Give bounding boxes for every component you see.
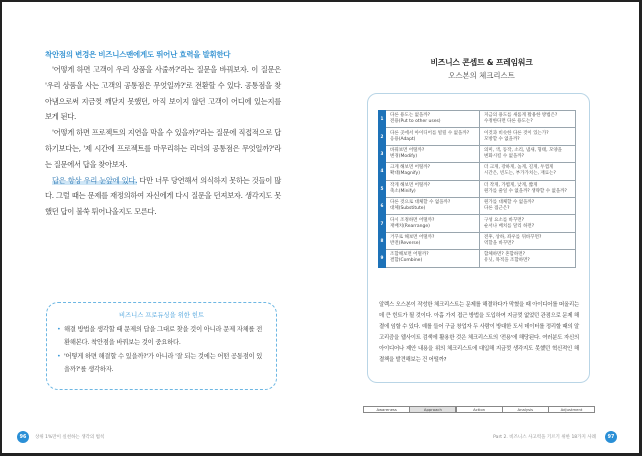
- table-row: [379, 250, 576, 267]
- step-adjustment: Adjustment: [548, 406, 595, 413]
- framework-subtitle: 오스본의 체크리스트: [448, 71, 515, 80]
- answer-cell: 지금의 용도를 새롭게 활용한 방법은? 수정한다면 다른 용도는?: [480, 111, 576, 128]
- highlighted-text: 답은 항상 우리 눈앞에 있다.: [52, 175, 138, 185]
- section-heading: 착안점의 변경은 비즈니스맨에게도 뛰어난 효력을 발휘한다: [45, 50, 231, 59]
- paragraph-rest: 다만 너무 당연해서 의식하지 못하는 것들이 많다. 그럴 때는 문제를 재정의하여 자신에게 다시 질문을 던져보자. 생각지도 못했던 답이 불쑥 튀어나올지도 모른다.: [45, 175, 281, 217]
- step-analysis: Analysis: [502, 406, 549, 413]
- table-row: [379, 145, 576, 162]
- running-title: 상위 1%만이 실천하는 생각의 법칙: [35, 435, 105, 440]
- right-footer: [493, 431, 617, 443]
- table-row: [379, 163, 576, 180]
- question-cell: 다른 곳에서 아이디어를 빌릴 수 없을까? 응용(Adapt): [386, 128, 480, 145]
- table-row: [379, 111, 576, 128]
- osborn-checklist-table: [378, 110, 576, 268]
- question-cell: 크게 해보면 어떨까? 확대(Magnify): [386, 163, 480, 180]
- answer-cell: 원가를 대체할 수 없을까? 다른 접근은?: [480, 197, 576, 214]
- question-cell: 다른 용도는 없을까? 전용(Put to other uses): [386, 111, 480, 128]
- page-number-badge: 97: [605, 431, 617, 443]
- tip-title: 비즈니스 프로듀싱을 위한 힌트: [118, 312, 205, 319]
- answer-cell: 전후, 상하, 좌우를 뒤바꾸면? 역할을 바꾸면?: [480, 232, 576, 249]
- question-cell: 작게 해보면 어떨까? 축소(Minify): [386, 180, 480, 197]
- paragraph: '어떻게 하면 프로젝트의 지연을 막을 수 있을까?'라는 질문에 직접적으로 답하기보다는, '제 시간에 프로젝트를 마무리하는 리더의 공통점은 무엇일까?'라는 질문에서 답을 찾아보자.: [45, 128, 281, 169]
- tip-item: • '어떻게 하면 해결할 수 있을까?'가 아니라 '잘 되는 것에는 어떤 공통점이 있을까?'를 생각하자.: [57, 350, 266, 377]
- answer-cell: 이것과 비슷한 다른 것이 있는가? 모방할 수 없을까?: [480, 128, 576, 145]
- answer-cell: 더 작게, 가볍게, 낮게, 짧게 원가를 줄일 수 없을까? 생략할 수 없을까?: [480, 180, 576, 197]
- answer-cell: 합체하면? 혼합하면? 유닛, 목적을 조합하면?: [480, 250, 576, 267]
- answer-cell: 구성 요소를 바꾸면? 순서나 배치를 달리 하면?: [480, 215, 576, 232]
- table-row: [379, 215, 576, 232]
- process-steps-bar: [364, 406, 595, 413]
- tip-box: [46, 302, 277, 390]
- question-cell: 다시 조정하면 어떨까? 재배치(Rearrange): [386, 215, 480, 232]
- answer-cell: 더 크게, 강하게, 높게, 길게, 두껍게 시간은, 빈도는, 부가가치는, 재료는?: [480, 163, 576, 180]
- tip-list: [57, 323, 266, 376]
- question-cell: 바꿔보면 어떨까? 변경(Modify): [386, 145, 480, 162]
- row-number: 4: [379, 163, 386, 180]
- row-number: 5: [379, 180, 386, 197]
- step-awareness: Awareness: [363, 406, 410, 413]
- paragraph: '어떻게 하면 고객이 우리 상품을 사줄까?'라는 질문을 바꿔보자. 이 질문은 '우리 상품을 사는 고객의 공통점은 무엇일까?'로 전환할 수 있다. 공통점을 찾아냄으로써 지금껏 깨닫지 못했던, 아직 보이지 않던 고객이 어디에 있는지를 보게 된다.: [45, 65, 281, 122]
- page-number-badge: 96: [17, 431, 29, 443]
- body-text: [45, 62, 281, 220]
- paragraph: [45, 173, 281, 220]
- question-cell: 거꾸로 해보면 어떨까? 반전(Reverse): [386, 232, 480, 249]
- row-number: 6: [379, 197, 386, 214]
- table-row: [379, 197, 576, 214]
- row-number: 9: [379, 250, 386, 267]
- answer-cell: 의미, 색, 동작, 소리, 냄새, 형태, 모양을 변화시킬 수 없을까?: [480, 145, 576, 162]
- row-number: 2: [379, 128, 386, 145]
- running-title: Part 2. 비즈니스 사고력을 기르기 위한 18가지 사례: [493, 435, 596, 440]
- right-page: [321, 0, 642, 456]
- framework-title: 비즈니스 콘셉트 & 프레임워크: [430, 58, 533, 67]
- table-row: [379, 180, 576, 197]
- row-number: 3: [379, 145, 386, 162]
- step-action: Action: [456, 406, 503, 413]
- row-number: 8: [379, 232, 386, 249]
- step-approach: Approach: [409, 406, 456, 413]
- tip-item: • 해결 방법을 생각할 때 문제의 답을 그대로 찾을 것이 아니라 문제 자체를 전환해본다. 착안점을 바꿔보는 것이 중요하다.: [57, 323, 266, 350]
- question-cell: 조합해보면 어떨까? 결합(Combine): [386, 250, 480, 267]
- row-number: 7: [379, 215, 386, 232]
- row-number: 1: [379, 111, 386, 128]
- table-row: [379, 232, 576, 249]
- question-cell: 다른 것으로 대체할 수 없을까? 대체(Substitute): [386, 197, 480, 214]
- table-row: [379, 128, 576, 145]
- checklist-description: 알렉스 오스본이 작성한 체크리스트는 문제를 해결하다가 막혔을 때 아이디어를 떠올리는 데 큰 힌트가 될 것이다. 아홉 가지 접근 방법을 도입하여 지금껏 없었던 관점으로 문제 해결에 임할 수 있다. 예를 들어 구글 창업자 두 사람이 방대한 도서 데이터를 정리할 때의 알고리즘을 웹사이트 검색에 활용한 것은 체크리스트의 '전용'에 해당된다. 여러분도 자신의 아이디어나 제안 내용을 위의 체크리스트에 대입해 지금껏 생각지도 못했던 혁신적인 해결책을 발견해보는 건 어떨까?: [379, 302, 579, 363]
- left-footer: [17, 431, 104, 443]
